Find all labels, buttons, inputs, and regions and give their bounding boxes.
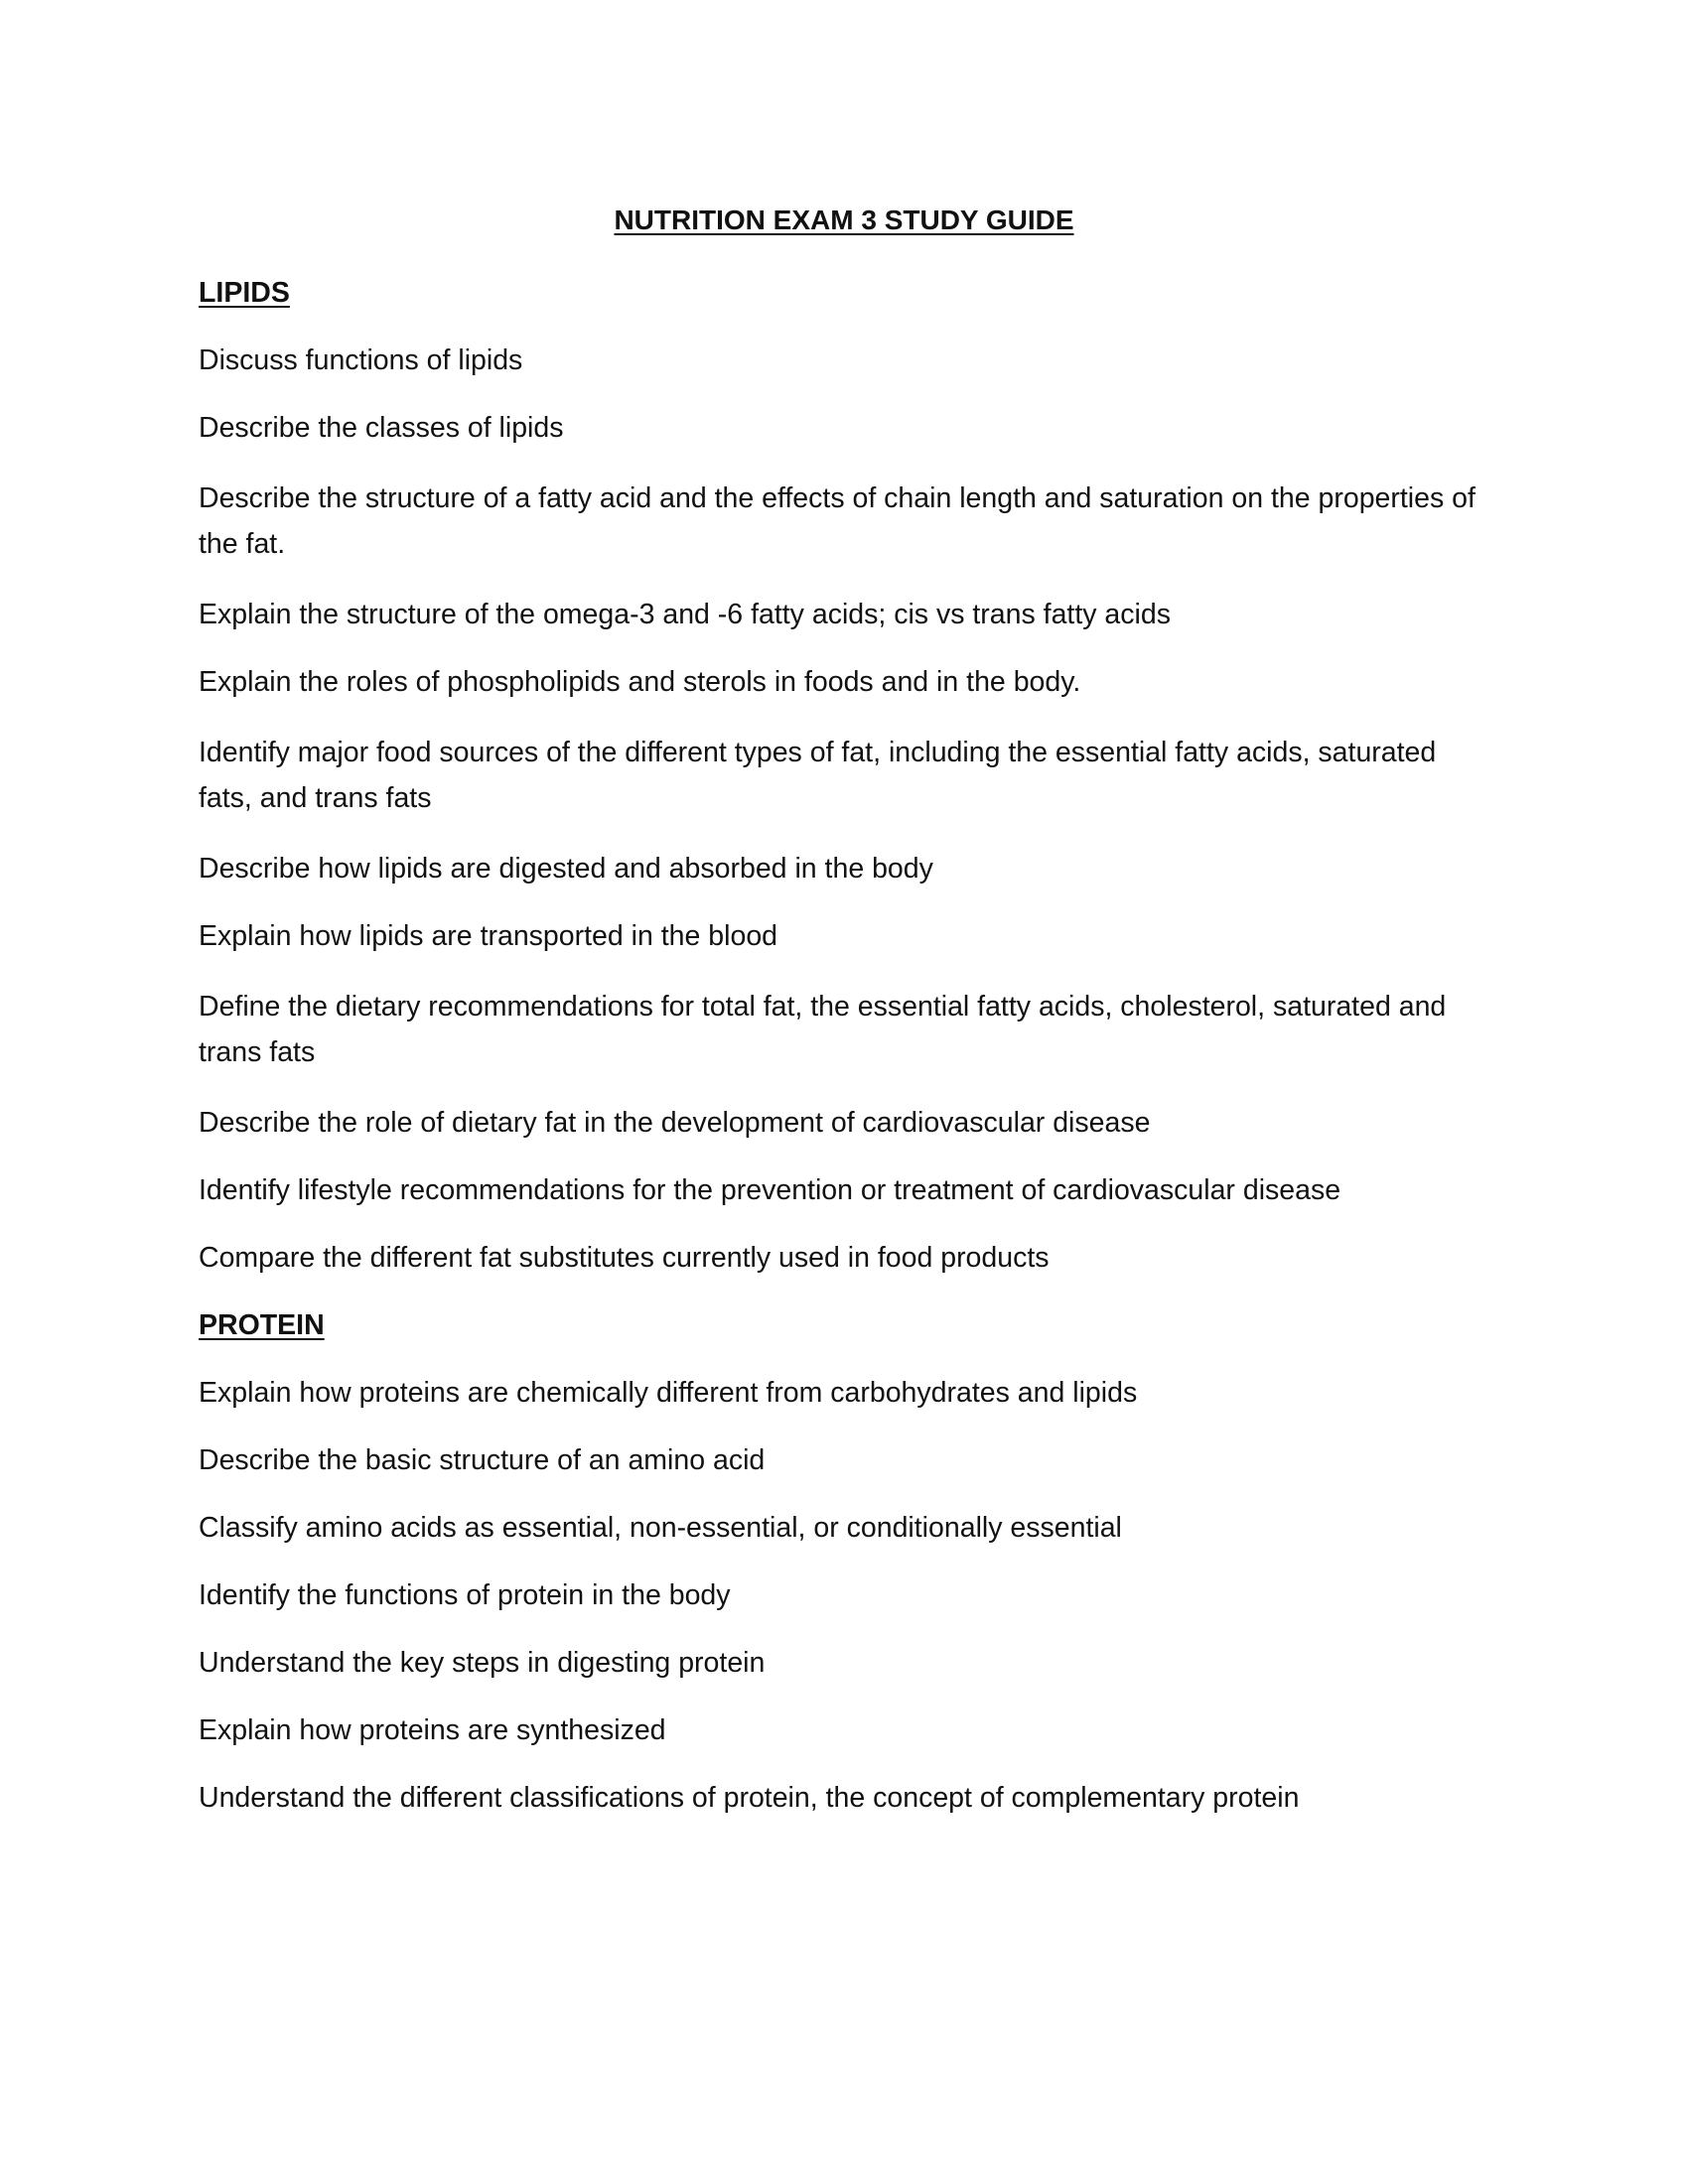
document-body bbox=[199, 273, 1489, 1845]
study-item: Describe the structure of a fatty acid and the effects of chain length and saturation on the properties of the fat. bbox=[199, 482, 1476, 560]
study-item: Describe the classes of lipids bbox=[199, 412, 564, 444]
study-item: Explain how proteins are chemically different from carbohydrates and lipids bbox=[199, 1377, 1138, 1409]
study-item: Identify the functions of protein in the body bbox=[199, 1579, 731, 1611]
study-item: Discuss functions of lipids bbox=[199, 344, 523, 376]
study-item-list bbox=[199, 1373, 1489, 1818]
section-heading-text: LIPIDS bbox=[199, 277, 290, 309]
study-item: Define the dietary recommendations for total fat, the essential fatty acids, cholesterol, saturated and trans fats bbox=[199, 991, 1447, 1068]
document-title-text: NUTRITION EXAM 3 STUDY GUIDE bbox=[614, 205, 1074, 235]
section-lipids bbox=[199, 273, 1489, 1278]
study-item: Explain how lipids are transported in the blood bbox=[199, 920, 778, 952]
study-item: Describe the basic structure of an amino acid bbox=[199, 1444, 766, 1476]
section-heading bbox=[199, 1305, 1489, 1345]
section-heading bbox=[199, 273, 1489, 313]
study-item: Describe how lipids are digested and absorbed in the body bbox=[199, 853, 933, 885]
study-item: Understand the different classifications of protein, the concept of complementary protein bbox=[199, 1782, 1300, 1814]
study-item: Understand the key steps in digesting protein bbox=[199, 1647, 766, 1679]
study-item: Identify major food sources of the different types of fat, including the essential fatty acids, saturated fats, and trans fats bbox=[199, 737, 1437, 814]
section-heading-text: PROTEIN bbox=[199, 1309, 325, 1341]
study-item: Explain how proteins are synthesized bbox=[199, 1714, 666, 1746]
study-item: Explain the structure of the omega-3 and -6 fatty acids; cis vs trans fatty acids bbox=[199, 599, 1171, 630]
section-protein bbox=[199, 1305, 1489, 1818]
study-item: Identify lifestyle recommendations for the prevention or treatment of cardiovascular disease bbox=[199, 1174, 1341, 1206]
study-item: Describe the role of dietary fat in the development of cardiovascular disease bbox=[199, 1107, 1151, 1139]
study-item-list bbox=[199, 341, 1489, 1278]
study-item: Compare the different fat substitutes currently used in food products bbox=[199, 1242, 1050, 1274]
study-item: Classify amino acids as essential, non-essential, or conditionally essential bbox=[199, 1512, 1122, 1544]
study-item: Explain the roles of phospholipids and sterols in foods and in the body. bbox=[199, 666, 1081, 698]
document-title bbox=[0, 201, 1688, 240]
